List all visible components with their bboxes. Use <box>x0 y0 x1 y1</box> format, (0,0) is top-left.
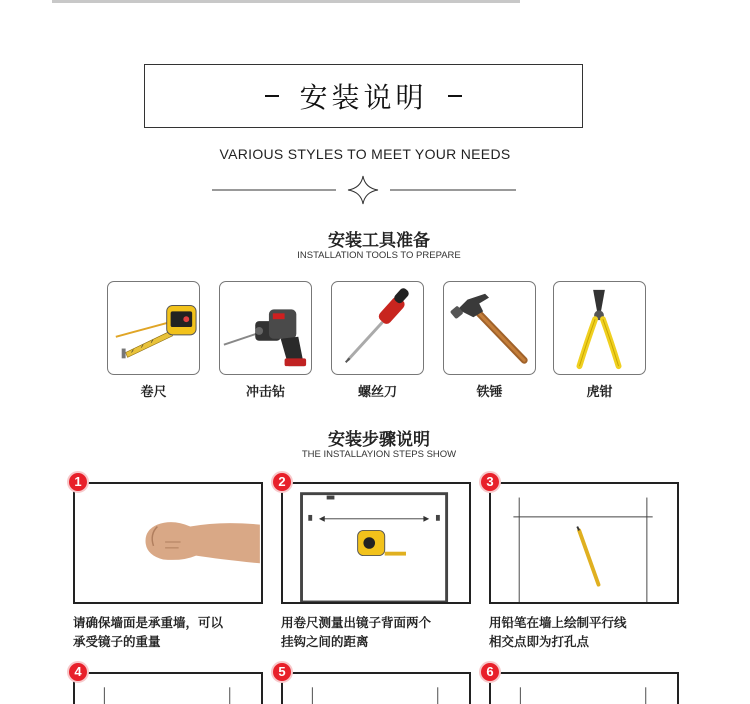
step-6-badge: 6 <box>479 661 501 683</box>
step-2-line-2: 挂钩之间的距离 <box>281 634 369 649</box>
step-1-line-2: 承受镜子的重量 <box>73 634 161 649</box>
top-divider <box>52 0 520 3</box>
title-dash-right <box>448 95 462 97</box>
step-2-line-1: 用卷尺测量出镜子背面两个 <box>281 615 432 630</box>
step-4-illustration <box>73 672 263 704</box>
step-5-badge: 5 <box>271 661 293 683</box>
step-1-badge: 1 <box>67 471 89 493</box>
steps-section-subtitle: THE INSTALLAYION STEPS SHOW <box>301 449 457 460</box>
step-1-line-1: 请确保墙面是承重墙，可以 <box>73 615 224 630</box>
pliers-icon <box>553 281 646 375</box>
steps-section-title: 安装步骤说明 <box>328 430 430 450</box>
tool-label-tape-measure: 卷尺 <box>140 385 167 400</box>
step-1-illustration <box>73 482 263 604</box>
step-2-badge: 2 <box>271 471 293 493</box>
tool-label-screwdriver: 螺丝刀 <box>357 385 397 400</box>
tape-measure-icon <box>107 281 200 375</box>
step-3-line-2: 相交点即为打孔点 <box>489 634 590 649</box>
step-3-description <box>489 613 689 651</box>
step-4-badge: 4 <box>67 661 89 683</box>
page-subtitle: VARIOUS STYLES TO MEET YOUR NEEDS <box>219 146 511 162</box>
hammer-icon <box>443 281 536 375</box>
title-dash-left <box>265 95 279 97</box>
step-2-illustration <box>281 482 471 604</box>
step-3-illustration <box>489 482 679 604</box>
tools-section-title: 安装工具准备 <box>328 231 430 251</box>
tool-label-pliers: 虎钳 <box>586 385 613 400</box>
tool-label-impact-drill: 冲击钻 <box>245 385 285 400</box>
step-5-illustration <box>281 672 471 704</box>
tools-section-subtitle: INSTALLATION TOOLS TO PREPARE <box>297 250 461 261</box>
impact-drill-icon <box>219 281 312 375</box>
step-3-line-1: 用铅笔在墙上绘制平行线 <box>489 615 627 630</box>
step-6-illustration <box>489 672 679 704</box>
step-2-description <box>281 613 481 651</box>
step-3-badge: 3 <box>479 471 501 493</box>
diamond-divider-icon <box>212 174 516 206</box>
page-title: 安装说明 <box>299 81 428 114</box>
step-1-description <box>73 613 273 651</box>
title-box <box>144 64 583 128</box>
tool-label-hammer: 铁锤 <box>476 385 503 400</box>
screwdriver-icon <box>331 281 424 375</box>
